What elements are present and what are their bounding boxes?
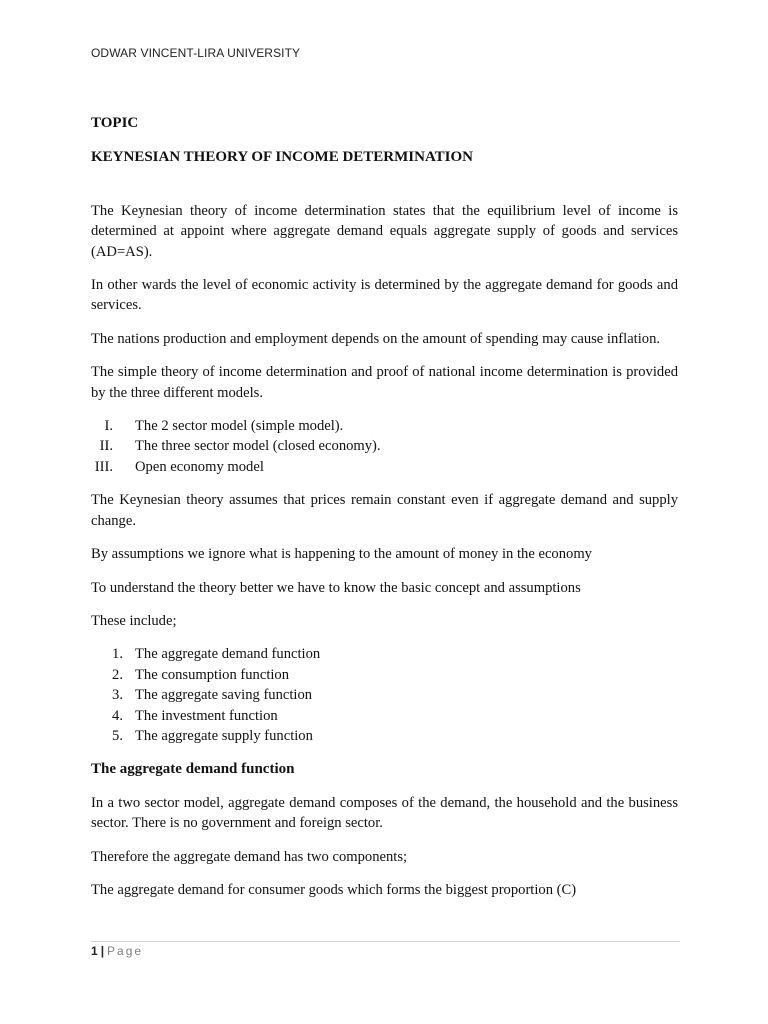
document-body [91, 113, 678, 913]
list-item-text: The aggregate supply function [135, 727, 313, 744]
list-item-text: The investment function [135, 707, 278, 724]
list-item [91, 457, 678, 477]
topic-label: TOPIC [91, 115, 139, 131]
section-heading: The aggregate demand function [91, 761, 295, 778]
list-item-number: 1. [112, 646, 123, 663]
paragraph: The nations production and employment depends on the amount of spending may cause inflation. [91, 330, 661, 347]
list-item-text: The 2 sector model (simple model). [135, 418, 344, 435]
concepts-list [91, 644, 678, 746]
list-item-number: 5. [112, 727, 123, 744]
list-item-number: 2. [112, 666, 123, 683]
list-item-number: 3. [112, 687, 123, 704]
paragraph: The Keynesian theory of income determination states that the equilibrium level of income is determined at appoint where aggregate demand equals aggregate supply of goods and services (AD=AS). [91, 202, 678, 260]
list-item [91, 665, 678, 685]
list-item-number: III. [94, 458, 113, 475]
footer-divider [91, 941, 680, 942]
list-item [91, 416, 678, 436]
list-item-text: Open economy model [135, 458, 264, 475]
paragraph: To understand the theory better we have to know the basic concept and assumptions [91, 579, 581, 596]
page-header: ODWAR VINCENT-LIRA UNIVERSITY [91, 46, 301, 60]
list-item-text: The aggregate saving function [135, 687, 313, 704]
list-item-text: The consumption function [135, 666, 290, 683]
paragraph: By assumptions we ignore what is happening to the amount of money in the economy [91, 546, 592, 563]
page-label: Page [107, 944, 144, 958]
paragraph: The Keynesian theory assumes that prices remain constant even if aggregate demand and supply change. [91, 492, 678, 529]
list-item [91, 436, 678, 456]
list-item [91, 706, 678, 726]
page-footer [91, 944, 143, 958]
page-number: 1 [91, 944, 98, 958]
list-item-number: 4. [112, 707, 123, 724]
paragraph: In other wards the level of economic activity is determined by the aggregate demand for goods and services. [91, 277, 678, 314]
list-item-text: The three sector model (closed economy). [135, 438, 381, 455]
footer-separator: | [100, 944, 105, 958]
paragraph: The simple theory of income determination and proof of national income determination is provided by the three different models. [91, 364, 678, 401]
list-item-text: The aggregate demand function [135, 646, 321, 663]
list-item [91, 685, 678, 705]
list-item-number: I. [104, 418, 113, 435]
paragraph: Therefore the aggregate demand has two components; [91, 848, 408, 865]
paragraph: In a two sector model, aggregate demand composes of the demand, the household and the business sector. There is no government and foreign sector. [91, 794, 678, 832]
models-list [91, 416, 678, 477]
document-title: KEYNESIAN THEORY OF INCOME DETERMINATION [91, 149, 474, 166]
paragraph: The aggregate demand for consumer goods which forms the biggest proportion (C) [91, 881, 577, 898]
list-item [91, 644, 678, 664]
paragraph: These include; [91, 612, 177, 629]
list-item [91, 726, 678, 746]
list-item-number: II. [99, 438, 113, 455]
